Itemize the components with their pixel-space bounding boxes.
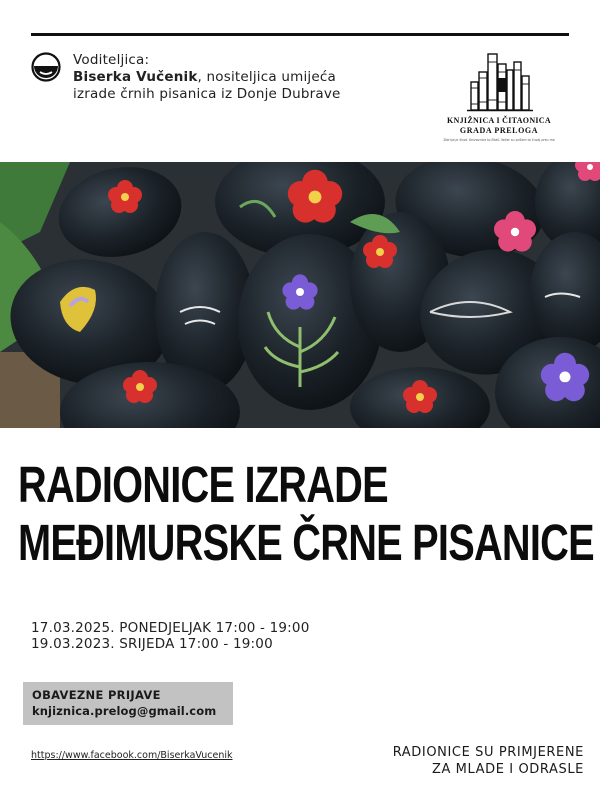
audience-note: [393, 744, 584, 778]
eggs-illustration: [0, 162, 600, 428]
registration-email[interactable]: knjiznica.prelog@gmail.com: [32, 704, 217, 718]
host-role: , nositeljica umijeća izrade črnih pisanica iz Donje Dubrave: [73, 69, 341, 102]
host-name: Biserka Vučenik: [73, 69, 198, 85]
registration-box: [23, 682, 233, 725]
schedule-date-1: 17.03.2025. PONEDJELJAK 17:00 - 19:00: [31, 620, 310, 636]
registration-title: OBAVEZNE PRIJAVE: [32, 688, 161, 702]
painted-eggs-photo: [0, 162, 600, 428]
host-label: Voditeljica:: [73, 52, 150, 68]
host-description: [73, 69, 363, 103]
headline: [18, 456, 594, 572]
host-text: [73, 52, 363, 103]
audience-note-line1: RADIONICE SU PRIMJERENE: [392, 745, 584, 760]
library-tagline: Zbirnja je život. Knizovnice to čitaš. Večer su pričam to čuvaj preu me: [443, 138, 555, 142]
library-name-line1: KNJIŽNICA I ČITAONICA: [447, 116, 551, 125]
schedule: [31, 620, 310, 652]
facebook-link[interactable]: https://www.facebook.com/BiserkaVucenik: [31, 750, 233, 761]
books-logo-icon: [467, 50, 533, 112]
schedule-date-2: 19.03.2023. SRIJEDA 17:00 - 19:00: [31, 636, 273, 652]
smile-logo-icon: [31, 52, 61, 82]
headline-line1: RADIONICE IZRADE: [18, 456, 388, 513]
library-logo: [440, 50, 558, 148]
top-divider: [31, 33, 569, 36]
library-name-line2: GRADA PRELOGA: [459, 126, 539, 135]
audience-note-line2: ZA MLADE I ODRASLE: [431, 762, 584, 777]
headline-line2: MEĐIMURSKE ČRNE PISANICE: [18, 514, 594, 571]
